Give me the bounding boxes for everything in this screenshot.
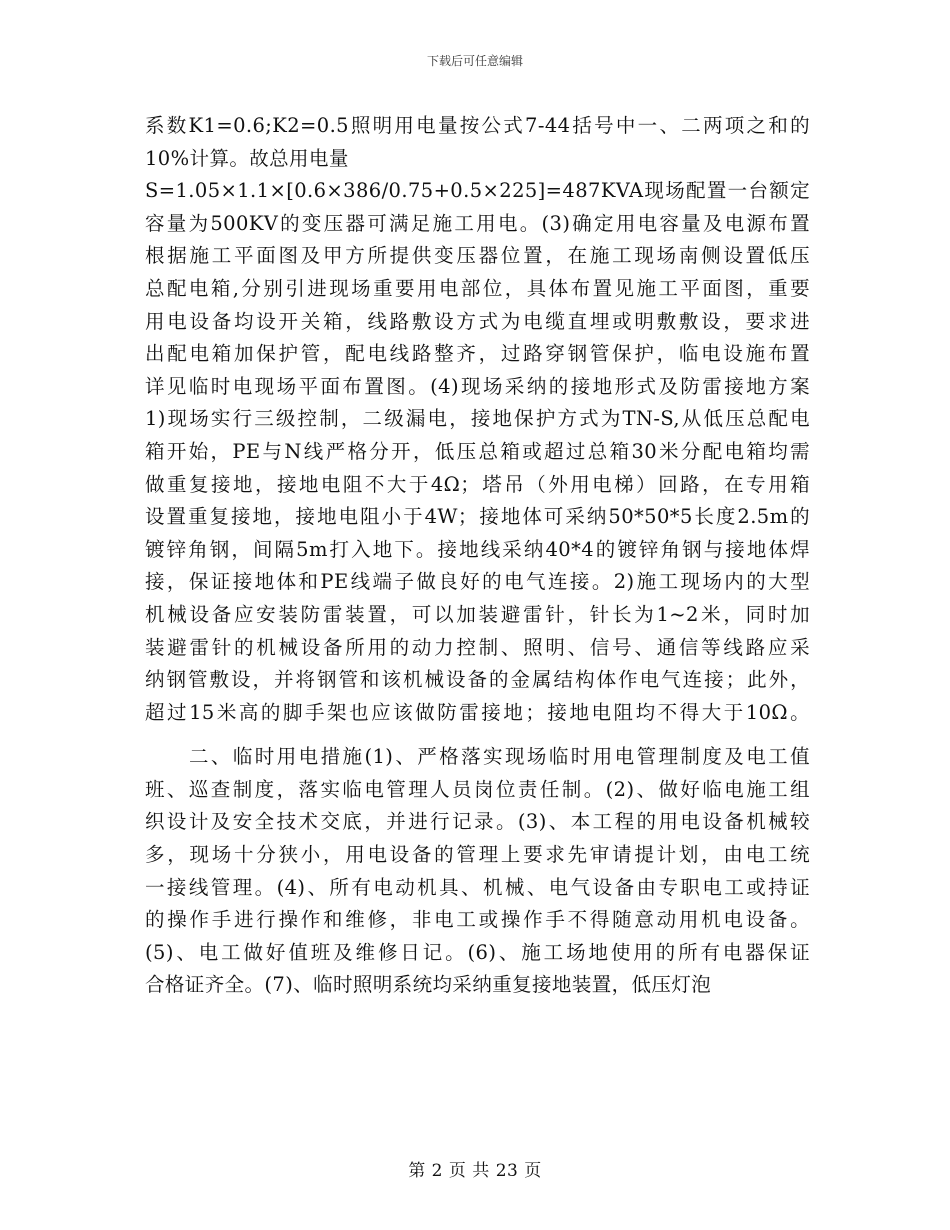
page-header-note: 下载后可任意编辑: [426, 54, 523, 68]
text-line: 出配电箱加保护管，配电线路整齐，过路穿钢管保护，临电设施布置: [145, 342, 810, 366]
text-line: 镀锌角钢，间隔5m打入地下。接地线采纳40*4的镀锌角钢与接地体焊: [145, 537, 810, 561]
body-text: [145, 110, 810, 1002]
text-line: 系数K1=0.6;K2=0.5照明用电量按公式7-44括号中一、二两项之和的: [145, 114, 810, 137]
text-line: (5)、电工做好值班及维修日记。(6)、施工场地使用的所有电器保证: [145, 940, 810, 964]
text-line: 的操作手进行操作和维修，非电工或操作手不得随意动用机电设备。: [145, 908, 810, 932]
text-line: 用电设备均设开关箱，线路敷设方式为电缆直埋或明敷敷设，要求进: [145, 309, 810, 333]
text-line: 总配电箱,分别引进现场重要用电部位，具体布置见施工平面图，重要: [145, 276, 810, 300]
text-line: 做重复接地，接地电阻不大于4Ω；塔吊（外用电梯）回路，在专用箱: [145, 472, 810, 496]
text-line: 织设计及安全技术交底，并进行记录。(3)、本工程的用电设备机械较: [145, 810, 810, 834]
text-line: 一接线管理。(4)、所有电动机具、机械、电气设备由专职电工或持证: [145, 875, 810, 899]
page-number-footer: 第 2 页 共 23 页: [408, 1161, 542, 1181]
section-heading-line: 二、临时用电措施(1)、严格落实现场临时用电管理制度及电工值: [189, 745, 810, 769]
text-line: 超过15米高的脚手架也应该做防雷接地；接地电阻均不得大于10Ω。: [145, 700, 810, 724]
text-line: 10%计算。故总用电量: [145, 146, 349, 170]
text-line: 机械设备应安装防雷装置，可以加装避雷针，针长为1~2米，同时加: [145, 602, 810, 626]
text-line: 纳钢管敷设，并将钢管和该机械设备的金属结构体作电气连接；此外，: [145, 668, 810, 692]
text-line: 多，现场十分狭小，用电设备的管理上要求先审请提计划，由电工统: [145, 843, 810, 867]
text-line: 合格证齐全。(7)、临时照明系统均采纳重复接地装置，低压灯泡: [145, 973, 712, 997]
text-line: 设置重复接地，接地电阻小于4W；接地体可采纳50*50*5长度2.5m的: [145, 505, 810, 529]
text-line: 1)现场实行三级控制，二级漏电，接地保护方式为TN-S,从低压总配电: [145, 407, 810, 431]
text-line: 详见临时电现场平面布置图。(4)现场采纳的接地形式及防雷接地方案: [145, 374, 810, 398]
text-line: 装避雷针的机械设备所用的动力控制、照明、信号、通信等线路应采: [145, 635, 810, 659]
text-line: 根据施工平面图及甲方所提供变压器位置，在施工现场南侧设置低压: [145, 244, 810, 268]
text-line: S=1.05×1.1×[0.6×386/0.75+0.5×225]=487KVA现场配置一台额定: [145, 179, 810, 203]
text-line: 容量为500KV的变压器可满足施工用电。(3)确定用电容量及电源布置: [145, 211, 810, 235]
text-line: 班、巡查制度，落实临电管理人员岗位责任制。(2)、做好临电施工组: [145, 777, 810, 801]
text-line: 接，保证接地体和PE线端子做良好的电气连接。2)施工现场内的大型: [145, 570, 810, 594]
text-line: 箱开始，PE与N线严格分开，低压总箱或超过总箱30米分配电箱均需: [145, 439, 810, 463]
